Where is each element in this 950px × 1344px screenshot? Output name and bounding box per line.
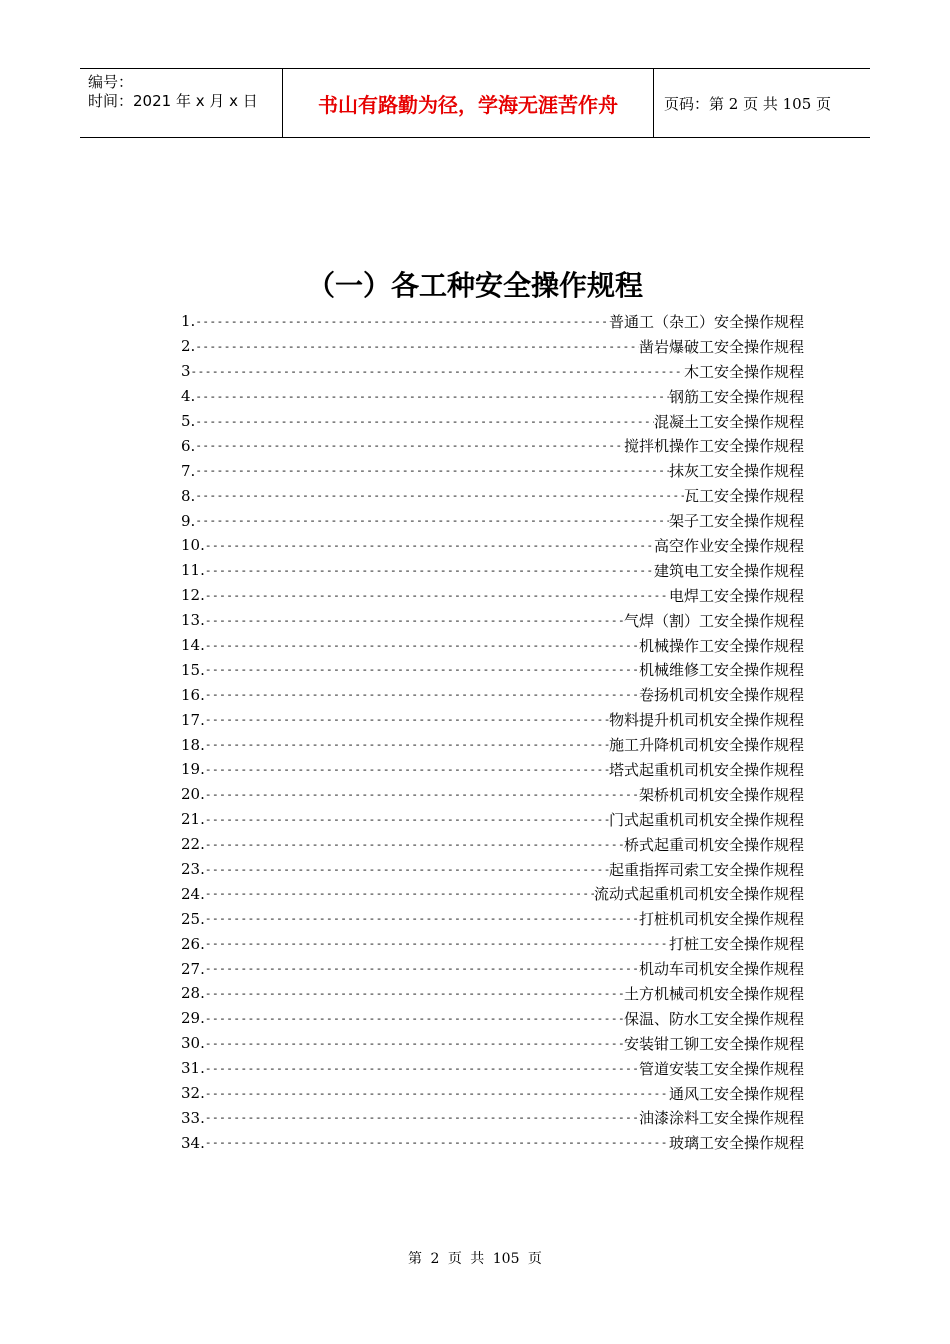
toc-entry[interactable] <box>181 682 804 707</box>
toc-entry-title: 高空作业安全操作规程 <box>653 536 804 555</box>
toc-leader-dashes <box>205 962 639 975</box>
toc-leader-dashes <box>205 614 624 627</box>
toc-entry-title: 电焊工安全操作规程 <box>668 586 804 605</box>
toc-entry-title: 普通工（杂工）安全操作规程 <box>608 312 804 331</box>
toc-entry[interactable] <box>181 558 804 583</box>
toc-entry[interactable] <box>181 707 804 732</box>
toc-entry-number: 8. <box>181 486 196 505</box>
toc-entry-number: 11. <box>181 561 205 580</box>
toc-entry-number: 21. <box>181 810 205 829</box>
toc-entry-title: 打桩工安全操作规程 <box>668 935 804 954</box>
page-header <box>80 68 870 138</box>
toc-leader-dashes <box>205 863 609 876</box>
toc-entry-title: 管道安装工安全操作规程 <box>638 1059 804 1078</box>
page-footer: 第 2 页 共 105 页 <box>408 1251 542 1267</box>
toc-entry-title: 气焊（割）工安全操作规程 <box>623 611 804 630</box>
toc-entry[interactable] <box>181 857 804 882</box>
toc-leader-dashes <box>205 912 639 925</box>
toc-entry-number: 5. <box>181 412 196 430</box>
header-page-info: 页码：第 2 页 共 105 页 <box>664 94 832 113</box>
toc-leader-dashes <box>205 987 624 1000</box>
toc-entry-number: 34. <box>181 1133 205 1152</box>
toc-entry-title: 施工升降机司机安全操作规程 <box>608 736 804 755</box>
toc-leader-dashes <box>195 315 609 328</box>
toc-entry-number: 2. <box>181 337 196 356</box>
toc-entry-title: 钢筋工安全操作规程 <box>668 387 804 406</box>
toc-entry-number: 17. <box>181 710 205 729</box>
toc-leader-dashes <box>205 1111 639 1124</box>
toc-leader-dashes <box>195 340 639 353</box>
toc-leader-dashes <box>195 489 684 502</box>
toc-entry-number: 7. <box>181 461 196 480</box>
header-meta <box>80 69 282 137</box>
toc-entry-number: 1. <box>181 312 196 331</box>
toc-entry[interactable] <box>181 359 804 384</box>
toc-entry[interactable] <box>181 782 804 807</box>
toc-entry-title: 架桥机司机安全操作规程 <box>638 785 804 804</box>
toc-entry[interactable] <box>181 981 804 1006</box>
toc-entry-number: 27. <box>181 959 205 978</box>
table-of-contents <box>181 309 804 1155</box>
toc-entry-title: 物料提升机司机安全操作规程 <box>608 711 804 730</box>
toc-entry[interactable] <box>181 409 804 434</box>
toc-entry[interactable] <box>181 1081 804 1106</box>
toc-entry-title: 搅拌机操作工安全操作规程 <box>623 437 804 456</box>
toc-entry-number: 33. <box>181 1108 205 1127</box>
toc-leader-dashes <box>205 838 624 851</box>
toc-entry-number: 22. <box>181 835 205 854</box>
toc-leader-dashes <box>205 887 594 900</box>
toc-entry-title: 凿岩爆破工安全操作规程 <box>638 337 804 356</box>
toc-entry-number: 30. <box>181 1034 205 1053</box>
toc-entry[interactable] <box>181 906 804 931</box>
toc-entry[interactable] <box>181 1006 804 1031</box>
toc-entry-number: 24. <box>181 884 205 903</box>
toc-leader-dashes <box>191 365 684 378</box>
toc-entry-number: 19. <box>181 760 205 779</box>
toc-entry-number: 13. <box>181 611 205 630</box>
toc-entry-title: 玻璃工安全操作规程 <box>668 1134 804 1153</box>
toc-leader-dashes <box>205 937 669 950</box>
toc-entry-title: 机械操作工安全操作规程 <box>638 636 804 655</box>
toc-entry-title: 机械维修工安全操作规程 <box>638 661 804 680</box>
toc-entry[interactable] <box>181 1106 804 1131</box>
toc-entry-number: 32. <box>181 1084 205 1103</box>
toc-entry-number: 4. <box>181 387 196 406</box>
toc-entry[interactable] <box>181 807 804 832</box>
toc-entry-title: 瓦工安全操作规程 <box>683 487 804 506</box>
toc-leader-dashes <box>195 439 624 452</box>
toc-leader-dashes <box>205 1087 669 1100</box>
toc-entry-title: 抹灰工安全操作规程 <box>668 462 804 481</box>
toc-entry-title: 门式起重机司机安全操作规程 <box>608 810 804 829</box>
toc-leader-dashes <box>205 813 609 826</box>
toc-leader-dashes <box>195 464 669 477</box>
toc-leader-dashes <box>205 1037 624 1050</box>
toc-entry-number: 3 <box>181 362 191 381</box>
toc-leader-dashes <box>205 1012 624 1025</box>
toc-entry[interactable] <box>181 956 804 981</box>
time-label: 时间：2021 年 x 月 x 日 <box>88 92 258 110</box>
toc-entry[interactable] <box>181 608 804 633</box>
toc-entry-title: 建筑电工安全操作规程 <box>653 561 804 580</box>
toc-entry[interactable] <box>181 633 804 658</box>
toc-entry-number: 14. <box>181 636 205 655</box>
toc-leader-dashes <box>195 415 654 428</box>
toc-entry-number: 26. <box>181 934 205 953</box>
toc-entry-title: 塔式起重机司机安全操作规程 <box>608 760 804 779</box>
toc-entry[interactable] <box>181 533 804 558</box>
toc-entry-number: 23. <box>181 860 205 879</box>
toc-entry-title: 桥式起重司机安全操作规程 <box>623 835 804 854</box>
toc-entry[interactable] <box>181 757 804 782</box>
toc-leader-dashes <box>205 738 609 751</box>
toc-entry[interactable] <box>181 433 804 458</box>
toc-entry-title: 木工安全操作规程 <box>683 362 804 381</box>
toc-entry-title: 架子工安全操作规程 <box>668 512 804 531</box>
toc-leader-dashes <box>205 1062 639 1075</box>
document-title: （一）各工种安全操作规程 <box>306 269 643 302</box>
toc-leader-dashes <box>195 390 669 403</box>
header-motto: 书山有路勤为径，学海无涯苦作舟 <box>282 69 654 137</box>
toc-leader-dashes <box>205 663 639 676</box>
toc-entry[interactable] <box>181 508 804 533</box>
toc-entry[interactable] <box>181 931 804 956</box>
toc-entry-title: 油漆涂料工安全操作规程 <box>638 1109 804 1128</box>
toc-entry[interactable] <box>181 309 804 334</box>
toc-entry-number: 31. <box>181 1059 205 1078</box>
toc-entry-number: 25. <box>181 909 205 928</box>
toc-entry-title: 通风工安全操作规程 <box>668 1084 804 1103</box>
toc-entry[interactable] <box>181 881 804 906</box>
toc-entry-number: 12. <box>181 586 205 605</box>
toc-leader-dashes <box>205 688 639 701</box>
toc-entry[interactable] <box>181 732 804 757</box>
toc-entry-number: 18. <box>181 735 205 754</box>
toc-leader-dashes <box>205 589 669 602</box>
toc-leader-dashes <box>195 514 669 527</box>
toc-leader-dashes <box>205 564 654 577</box>
toc-entry[interactable] <box>181 832 804 857</box>
toc-entry-number: 6. <box>181 436 196 455</box>
toc-entry-title: 混凝土工安全操作规程 <box>653 412 804 431</box>
toc-leader-dashes <box>205 1136 669 1149</box>
toc-entry[interactable] <box>181 657 804 682</box>
toc-entry-number: 9. <box>181 511 196 530</box>
toc-entry[interactable] <box>181 458 804 483</box>
toc-leader-dashes <box>205 539 654 552</box>
toc-entry-number: 15. <box>181 660 205 679</box>
number-label: 编号： <box>88 73 134 91</box>
toc-leader-dashes <box>205 713 609 726</box>
toc-entry-title: 流动式起重机司机安全操作规程 <box>593 885 804 904</box>
toc-entry-number: 29. <box>181 1009 205 1028</box>
toc-entry[interactable] <box>181 1056 804 1081</box>
toc-entry-number: 28. <box>181 984 205 1003</box>
toc-entry-number: 16. <box>181 685 205 704</box>
toc-leader-dashes <box>205 639 639 652</box>
toc-leader-dashes <box>205 763 609 776</box>
toc-entry[interactable] <box>181 483 804 508</box>
toc-entry[interactable] <box>181 334 804 359</box>
toc-entry-title: 安装钳工铆工安全操作规程 <box>623 1034 804 1053</box>
toc-entry-title: 保温、防水工安全操作规程 <box>623 1009 804 1028</box>
toc-entry-title: 起重指挥司索工安全操作规程 <box>608 860 804 879</box>
toc-entry[interactable] <box>181 384 804 409</box>
toc-entry-title: 机动车司机安全操作规程 <box>638 960 804 979</box>
toc-entry-title: 土方机械司机安全操作规程 <box>623 984 804 1003</box>
toc-entry-number: 10. <box>181 536 205 555</box>
toc-leader-dashes <box>205 788 639 801</box>
toc-entry-number: 20. <box>181 785 205 804</box>
toc-entry[interactable] <box>181 583 804 608</box>
toc-entry[interactable] <box>181 1031 804 1056</box>
toc-entry-title: 卷扬机司机安全操作规程 <box>638 686 804 705</box>
toc-entry[interactable] <box>181 1130 804 1155</box>
toc-entry-title: 打桩机司机安全操作规程 <box>638 910 804 929</box>
